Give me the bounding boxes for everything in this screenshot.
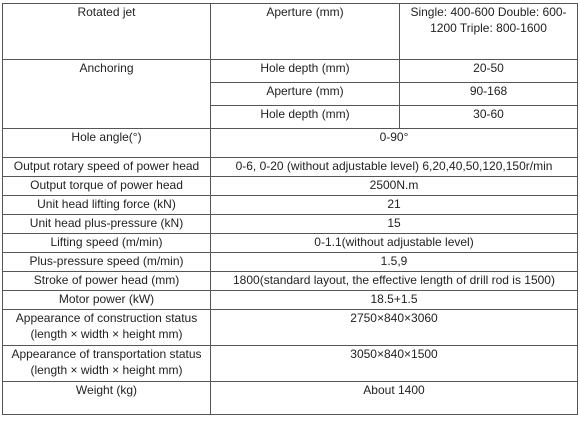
table-row-anchoring-1 xyxy=(3,60,578,83)
table-row-lifting-force xyxy=(3,196,578,215)
plus-pressure-label: Unit head plus-pressure (kN) xyxy=(3,215,211,234)
weight-label: Weight (kg) xyxy=(3,382,211,415)
anchoring-value-2: 90-168 xyxy=(400,83,578,106)
plus-pressure-value: 15 xyxy=(211,215,578,234)
anchoring-value-1: 20-50 xyxy=(400,60,578,83)
transportation-status-label: Appearance of transportation status (length × width × height mm) xyxy=(3,346,211,382)
rotary-speed-label: Output rotary speed of power head xyxy=(3,158,211,177)
anchoring-label: Anchoring xyxy=(3,60,211,129)
anchoring-sub-label-2: Aperture (mm) xyxy=(211,83,400,106)
motor-power-value: 18.5+1.5 xyxy=(211,291,578,310)
lifting-speed-value: 0-1.1(without adjustable level) xyxy=(211,234,578,253)
plus-pressure-speed-label: Plus-pressure speed (m/min) xyxy=(3,253,211,272)
table-row-weight xyxy=(3,382,578,415)
transportation-status-value: 3050×840×1500 xyxy=(211,346,578,382)
table-row-stroke xyxy=(3,272,578,291)
lifting-force-value: 21 xyxy=(211,196,578,215)
lifting-force-label: Unit head lifting force (kN) xyxy=(3,196,211,215)
table-row-lifting-speed xyxy=(3,234,578,253)
stroke-label: Stroke of power head (mm) xyxy=(3,272,211,291)
table-row-rotary-speed xyxy=(3,158,578,177)
construction-status-value: 2750×840×3060 xyxy=(211,310,578,346)
table-row-rotated-jet xyxy=(3,4,578,60)
output-torque-label: Output torque of power head xyxy=(3,177,211,196)
table-row-construction-status xyxy=(3,310,578,346)
anchoring-sub-label-3: Hole depth (mm) xyxy=(211,106,400,129)
stroke-value: 1800(standard layout, the effective length of drill rod is 1500) xyxy=(211,272,578,291)
motor-power-label: Motor power (kW) xyxy=(3,291,211,310)
rotary-speed-value: 0-6, 0-20 (without adjustable level) 6,20,40,50,120,150r/min xyxy=(211,158,578,177)
table-row-output-torque xyxy=(3,177,578,196)
table-row-plus-pressure-speed xyxy=(3,253,578,272)
rotated-jet-label: Rotated jet xyxy=(3,4,211,60)
table-row-transportation-status xyxy=(3,346,578,382)
table-row-motor-power xyxy=(3,291,578,310)
table-row-plus-pressure xyxy=(3,215,578,234)
anchoring-value-3: 30-60 xyxy=(400,106,578,129)
hole-angle-value: 0-90° xyxy=(211,129,578,158)
output-torque-value: 2500N.m xyxy=(211,177,578,196)
plus-pressure-speed-value: 1.5,9 xyxy=(211,253,578,272)
construction-status-label: Appearance of construction status (length × width × height mm) xyxy=(3,310,211,346)
weight-value: About 1400 xyxy=(211,382,578,415)
hole-angle-label: Hole angle(°) xyxy=(3,129,211,158)
table-row-hole-angle xyxy=(3,129,578,158)
rotated-jet-aperture-value: Single: 400-600 Double: 600-1200 Triple: 800-1600 xyxy=(400,4,578,60)
rotated-jet-aperture-label: Aperture (mm) xyxy=(211,4,400,60)
specification-table xyxy=(2,3,578,415)
lifting-speed-label: Lifting speed (m/min) xyxy=(3,234,211,253)
anchoring-sub-label-1: Hole depth (mm) xyxy=(211,60,400,83)
